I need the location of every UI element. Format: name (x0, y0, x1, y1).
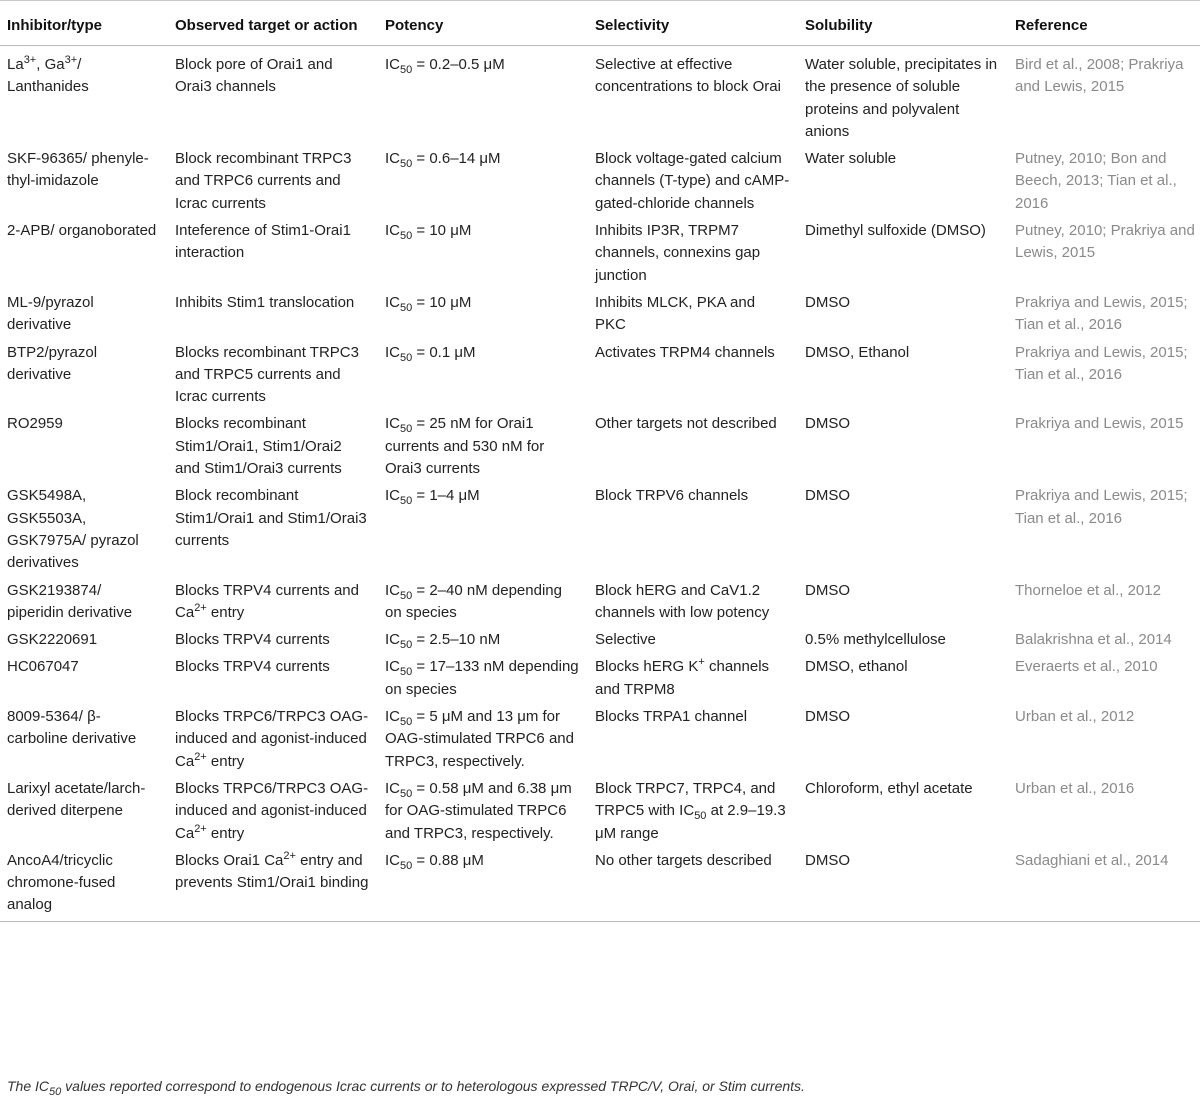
text-segment: Water soluble (805, 150, 897, 168)
text-segment: DMSO, ethanol (805, 658, 908, 676)
selectivity-cell (588, 576, 798, 626)
solubility-cell (798, 481, 1008, 575)
text-segment: Blocks TRPC6/TRPC3 OAG-induced and agonist-induced Ca (175, 779, 369, 842)
text-segment: = 1–4 μM (412, 487, 480, 505)
text-segment: AncoA4/tricyclic chromone-fused analog (7, 851, 116, 914)
target-cell (168, 216, 378, 288)
text-segment: No other targets described (595, 851, 772, 869)
header-target: Observed target or action (168, 1, 378, 46)
text-segment: IC (385, 851, 400, 869)
text-segment: Thorneloe et al., 2012 (1015, 581, 1161, 599)
potency-cell (378, 144, 588, 216)
text-segment: = 0.1 μM (412, 343, 476, 361)
text-segment: DMSO (805, 293, 850, 311)
solubility-cell (798, 338, 1008, 410)
selectivity-cell (588, 338, 798, 410)
potency-cell (378, 652, 588, 702)
potency-cell (378, 338, 588, 410)
potency-cell (378, 702, 588, 774)
reference-cell (1008, 652, 1200, 702)
inhibitor-cell (0, 774, 168, 846)
text-segment: entry and prevents Stim1/Orai1 binding (175, 851, 369, 892)
subscript: 50 (400, 495, 413, 508)
superscript: 2+ (194, 822, 207, 835)
selectivity-cell (588, 288, 798, 338)
selectivity-cell (588, 702, 798, 774)
text-segment: Blocks TRPV4 currents and Ca (175, 581, 359, 621)
text-segment: IC (385, 343, 400, 361)
selectivity-cell (588, 652, 798, 702)
text-segment: IC (385, 487, 400, 505)
selectivity-cell (588, 144, 798, 216)
potency-cell (378, 576, 588, 626)
target-cell (168, 288, 378, 338)
table-row (0, 576, 1200, 626)
reference-cell (1008, 288, 1200, 338)
text-segment: Prakriya and Lewis, 2015 (1015, 415, 1184, 433)
inhibitor-cell (0, 288, 168, 338)
target-cell (168, 774, 378, 846)
text-segment: GSK5498A, GSK5503A, GSK7975A/ pyrazol derivatives (7, 487, 139, 572)
text-segment: GSK2220691 (7, 631, 98, 649)
superscript: 3+ (64, 54, 78, 66)
text-segment: Block recombinant TRPC3 and TRPC6 currents and Icrac currents (175, 150, 352, 212)
table-row (0, 846, 1200, 921)
table-row (0, 216, 1200, 288)
reference-cell (1008, 846, 1200, 921)
reference-cell (1008, 481, 1200, 575)
text-segment: Block hERG and CaV1.2 channels with low potency (595, 581, 770, 621)
text-segment: = 25 nM for Orai1 currents and 530 nM for Orai3 currents (385, 415, 545, 478)
text-segment: GSK2193874/ piperidin derivative (7, 581, 133, 621)
text-segment: IC (385, 222, 400, 240)
text-segment: DMSO (805, 487, 850, 505)
text-segment: = 10 μM (412, 222, 472, 240)
text-segment: ML-9/pyrazol derivative (7, 293, 94, 334)
table-row (0, 625, 1200, 652)
reference-cell (1008, 409, 1200, 481)
text-segment: Blocks hERG K (595, 658, 699, 676)
text-segment: Blocks recombinant TRPC3 and TRPC5 currents and Icrac currents (175, 343, 359, 406)
subscript: 50 (400, 666, 413, 679)
reference-cell (1008, 625, 1200, 652)
text-segment: Blocks TRPA1 channel (595, 708, 748, 726)
text-segment: Block TRPC7, TRPC4, and TRPC5 with IC (595, 779, 776, 820)
text-segment: IC (385, 56, 400, 73)
header-inhibitor: Inhibitor/type (0, 1, 168, 46)
subscript: 50 (400, 351, 413, 364)
solubility-cell (798, 846, 1008, 921)
reference-cell (1008, 216, 1200, 288)
text-segment: DMSO, Ethanol (805, 343, 910, 361)
text-segment: HC067047 (7, 658, 79, 676)
target-cell (168, 702, 378, 774)
text-segment: at 2.9–19.3 μM range (595, 802, 786, 842)
text-segment: DMSO (805, 415, 850, 433)
table-body (0, 46, 1200, 922)
text-segment: entry (206, 603, 245, 621)
potency-cell (378, 774, 588, 846)
text-segment: Sadaghiani et al., 2014 (1015, 851, 1169, 869)
target-cell (168, 846, 378, 921)
table-header-row (0, 1, 1200, 46)
target-cell (168, 576, 378, 626)
solubility-cell (798, 702, 1008, 774)
text-segment: = 2.5–10 nM (412, 631, 501, 649)
text-segment: Blocks Orai1 Ca (175, 851, 284, 869)
reference-cell (1008, 774, 1200, 846)
text-segment: = 2–40 nM depending on species (385, 581, 562, 621)
text-segment: Water soluble, precipitates in the presence of soluble proteins and polyvalent anions (805, 56, 998, 140)
inhibitor-cell (0, 481, 168, 575)
selectivity-cell (588, 625, 798, 652)
subscript: 50 (400, 639, 413, 652)
text-segment: Blocks TRPV4 currents (175, 658, 330, 676)
table-row (0, 774, 1200, 846)
text-segment: RO2959 (7, 415, 63, 433)
selectivity-cell (588, 481, 798, 575)
reference-cell (1008, 702, 1200, 774)
text-segment: channels and TRPM8 (595, 658, 770, 698)
solubility-cell (798, 216, 1008, 288)
potency-cell (378, 46, 588, 145)
text-segment: Blocks recombinant Stim1/Orai1, Stim1/Orai2 and Stim1/Orai3 currents (175, 415, 342, 478)
potency-cell (378, 481, 588, 575)
table-row (0, 702, 1200, 774)
solubility-cell (798, 409, 1008, 481)
reference-cell (1008, 144, 1200, 216)
text-segment: Dimethyl sulfoxide (DMSO) (805, 222, 986, 240)
text-segment: Block TRPV6 channels (595, 487, 749, 505)
reference-cell (1008, 46, 1200, 145)
text-segment: Blocks TRPC6/TRPC3 OAG-induced and agonist-induced Ca (175, 708, 369, 770)
solubility-cell (798, 144, 1008, 216)
text-segment: IC (385, 779, 400, 797)
text-segment: Block pore of Orai1 and Orai3 channels (175, 56, 333, 96)
inhibitor-cell (0, 702, 168, 774)
inhibitor-cell (0, 46, 168, 145)
table-row (0, 46, 1200, 145)
text-segment: IC (385, 415, 400, 433)
inhibitor-cell (0, 216, 168, 288)
text-segment: = 10 μM (412, 293, 472, 311)
solubility-cell (798, 652, 1008, 702)
text-segment: = 0.88 μM (412, 851, 484, 869)
text-segment: Bird et al., 2008; Prakriya and Lewis, 2015 (1015, 56, 1184, 96)
inhibitor-cell (0, 576, 168, 626)
subscript: 50 (400, 158, 413, 171)
text-segment: BTP2/pyrazol derivative (7, 343, 98, 383)
text-segment: Chloroform, ethyl acetate (805, 779, 973, 797)
subscript: 50 (400, 64, 413, 76)
subscript: 50 (400, 787, 413, 800)
superscript: 2+ (194, 601, 207, 614)
potency-cell (378, 288, 588, 338)
text-segment: Prakriya and Lewis, 2015; Tian et al., 2016 (1015, 293, 1188, 334)
inhibitor-cell (0, 625, 168, 652)
text-segment: La (7, 56, 24, 73)
table-row (0, 481, 1200, 575)
subscript: 50 (400, 230, 413, 243)
text-segment: IC (385, 631, 400, 649)
header-reference: Reference (1008, 1, 1200, 46)
text-segment: IC (385, 708, 400, 726)
subscript: 50 (400, 859, 413, 872)
text-segment: 8009-5364/ β-carboline derivative (7, 708, 137, 748)
superscript: + (698, 656, 705, 669)
subscript: 50 (400, 423, 413, 436)
text-segment: Prakriya and Lewis, 2015; Tian et al., 2016 (1015, 487, 1188, 527)
solubility-cell (798, 576, 1008, 626)
superscript: 2+ (194, 750, 207, 763)
superscript: 2+ (283, 849, 296, 862)
text-segment: Inhibits Stim1 translocation (175, 293, 355, 311)
text-segment: = 0.6–14 μM (412, 150, 501, 168)
header-solubility: Solubility (798, 1, 1008, 46)
text-segment: values reported correspond to endogenous Icrac currents or to heterologous expressed TRPC/V, Orai, or Stim currents. (61, 1078, 805, 1094)
target-cell (168, 144, 378, 216)
text-segment: = 5 μM and 13 μm for OAG-stimulated TRPC6 and TRPC3, respectively. (385, 708, 574, 770)
potency-cell (378, 846, 588, 921)
target-cell (168, 481, 378, 575)
solubility-cell (798, 46, 1008, 145)
table-row (0, 652, 1200, 702)
text-segment: = 17–133 nM depending on species (385, 658, 579, 698)
solubility-cell (798, 625, 1008, 652)
potency-cell (378, 625, 588, 652)
text-segment: IC (385, 293, 400, 311)
target-cell (168, 46, 378, 145)
text-segment: The IC (7, 1078, 50, 1094)
text-segment: IC (385, 150, 400, 168)
text-segment: DMSO (805, 851, 850, 869)
text-segment: Larixyl acetate/larch-derived diterpene (7, 779, 146, 820)
reference-cell (1008, 576, 1200, 626)
text-segment: 0.5% methylcellulose (805, 631, 946, 649)
text-segment: = 0.2–0.5 μM (412, 56, 505, 73)
header-selectivity: Selectivity (588, 1, 798, 46)
text-segment: IC (385, 658, 400, 676)
table-row (0, 338, 1200, 410)
text-segment: entry (206, 824, 245, 842)
target-cell (168, 652, 378, 702)
inhibitor-cell (0, 409, 168, 481)
text-segment: Selective (595, 631, 656, 649)
text-segment: 2-APB/ organoborated (7, 222, 157, 240)
text-segment: Balakrishna et al., 2014 (1015, 631, 1172, 649)
table-footnote (7, 1078, 805, 1098)
text-segment: Putney, 2010; Bon and Beech, 2013; Tian et al., 2016 (1015, 150, 1177, 212)
target-cell (168, 625, 378, 652)
target-cell (168, 409, 378, 481)
inhibitor-cell (0, 846, 168, 921)
selectivity-cell (588, 409, 798, 481)
text-segment: Block voltage-gated calcium channels (T-type) and cAMP-gated-chloride channels (595, 150, 790, 212)
text-segment: Block recombinant Stim1/Orai1 and Stim1/Orai3 currents (175, 487, 367, 549)
text-segment: Inhibits MLCK, PKA and PKC (595, 293, 756, 334)
solubility-cell (798, 774, 1008, 846)
text-segment: Selective at effective concentrations to block Orai (595, 56, 781, 96)
text-segment: Activates TRPM4 channels (595, 343, 775, 361)
inhibitor-cell (0, 338, 168, 410)
selectivity-cell (588, 216, 798, 288)
inhibitor-cell (0, 652, 168, 702)
target-cell (168, 338, 378, 410)
text-segment: Inhibits IP3R, TRPM7 channels, connexins gap junction (595, 222, 761, 284)
text-segment: = 0.58 μM and 6.38 μm for OAG-stimulated TRPC6 and TRPC3, respectively. (385, 779, 572, 842)
reference-cell (1008, 338, 1200, 410)
subscript: 50 (400, 589, 413, 602)
text-segment: Urban et al., 2016 (1015, 779, 1135, 797)
inhibitor-cell (0, 144, 168, 216)
potency-cell (378, 216, 588, 288)
solubility-cell (798, 288, 1008, 338)
text-segment: , Ga (36, 56, 65, 73)
table-row (0, 409, 1200, 481)
text-segment: SKF-96365/ phenyle-thyl-imidazole (7, 150, 149, 190)
text-segment: IC (385, 581, 400, 599)
potency-cell (378, 409, 588, 481)
superscript: 3+ (23, 54, 37, 66)
selectivity-cell (588, 774, 798, 846)
subscript: 50 (49, 1085, 62, 1098)
text-segment: Other targets not described (595, 415, 777, 433)
selectivity-cell (588, 846, 798, 921)
text-segment: / Lanthanides (7, 56, 89, 96)
text-segment: entry (206, 752, 245, 770)
subscript: 50 (400, 301, 413, 314)
text-segment: DMSO (805, 581, 850, 599)
text-segment: Everaerts et al., 2010 (1015, 658, 1158, 676)
subscript: 50 (694, 810, 707, 823)
table-row (0, 144, 1200, 216)
text-segment: Putney, 2010; Prakriya and Lewis, 2015 (1015, 222, 1195, 262)
text-segment: DMSO (805, 708, 850, 726)
text-segment: Prakriya and Lewis, 2015; Tian et al., 2016 (1015, 343, 1188, 383)
table-row (0, 288, 1200, 338)
text-segment: Inteference of Stim1-Orai1 interaction (175, 222, 351, 262)
text-segment: Urban et al., 2012 (1015, 708, 1135, 726)
selectivity-cell (588, 46, 798, 145)
text-segment: Blocks TRPV4 currents (175, 631, 330, 649)
header-potency: Potency (378, 1, 588, 46)
subscript: 50 (400, 716, 413, 729)
